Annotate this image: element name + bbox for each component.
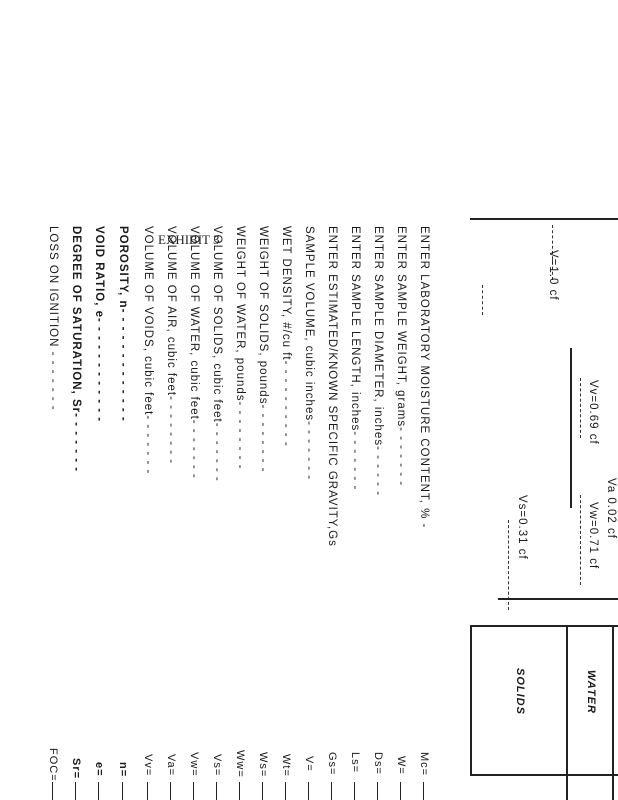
- solids-end-line: [498, 598, 618, 600]
- answer-line: [308, 782, 309, 800]
- total-volume-label: V=1.0 cf: [547, 250, 559, 301]
- phase-box-top: [470, 625, 618, 627]
- form-row-label: POROSITY, n- - - - - - - - - - - - -: [117, 226, 129, 422]
- answer-line: [147, 782, 148, 800]
- form-row-label: VOLUME OF VOIDS, cubic feet- - - - - - -: [142, 226, 154, 475]
- phase-box-bottom: [470, 774, 618, 776]
- form-row-label: WET DENSITY, #/cu ft- - - - - - - - - -: [280, 226, 292, 447]
- total-volume-dim-line-mid: [482, 285, 483, 315]
- water-volume-label: Vw=0.71 cf: [587, 502, 599, 570]
- form-row-symbol: e=: [93, 762, 105, 777]
- answer-line: [239, 782, 240, 800]
- form-row-symbol: W=: [395, 756, 407, 775]
- void-volume-label: Vv=0.69 cf: [587, 380, 599, 445]
- exhibit-label: EXHIBIT 3: [158, 232, 220, 247]
- phase-box-divider-2: [612, 625, 614, 800]
- form-row-symbol: V=: [303, 756, 315, 772]
- answer-line: [52, 782, 53, 800]
- answer-line: [122, 782, 123, 800]
- form-row-label: SAMPLE VOLUME, cubic inches- - - - - - -: [303, 226, 315, 481]
- form-row-symbol: Gs=: [326, 752, 338, 776]
- solids-volume-label: Vs=0.31 cf: [516, 495, 528, 560]
- form-row-label: ENTER SAMPLE WEIGHT, grams- - - - - - -: [395, 226, 407, 487]
- form-row-symbol: Ls=: [349, 752, 361, 774]
- form-row-symbol: Ds=: [372, 752, 384, 775]
- form-row-label: VOID RATIO, e- - - - - - - - - - - -: [93, 226, 105, 423]
- diagram-base-line: [470, 218, 618, 220]
- form-row-label: ENTER SAMPLE LENGTH, inches- - - - - - -: [349, 226, 361, 491]
- phase-water-label: WATER: [585, 670, 597, 714]
- answer-line: [193, 782, 194, 800]
- answer-line: [75, 782, 76, 800]
- answer-line: [170, 782, 171, 800]
- water-dim-line: [580, 495, 581, 585]
- solids-dim-line: [508, 520, 509, 610]
- form-row-symbol: Mc=: [418, 752, 430, 777]
- answer-line: [423, 782, 424, 800]
- form-row-label: VOLUME OF AIR, cubic feet- - - - - - - -: [165, 226, 177, 465]
- form-row-label: WEIGHT OF SOLIDS, pounds- - - - - - - -: [257, 226, 269, 473]
- form-row-label: ENTER SAMPLE DIAMETER, inches- - - - - -: [372, 226, 384, 497]
- form-row-symbol: Ww=: [234, 750, 246, 778]
- form-row-symbol: Vw=: [188, 752, 200, 777]
- phase-solids-label: SOLIDS: [514, 668, 526, 715]
- form-row-label: WEIGHT OF WATER, pounds- - - - - - - -: [234, 226, 246, 470]
- phase-box-left: [470, 625, 472, 775]
- form-row-symbol: Vv=: [142, 754, 154, 777]
- form-row-symbol: FOC=: [47, 748, 59, 782]
- form-row-label: LOSS ON IGNITION - - - - - - -: [47, 226, 59, 411]
- form-row-symbol: Sr=: [70, 758, 82, 780]
- form-row-symbol: Vs=: [211, 754, 223, 777]
- answer-line: [377, 782, 378, 800]
- form-row-symbol: Ws=: [257, 752, 269, 778]
- answer-line: [216, 782, 217, 800]
- form-row-symbol: Va=: [165, 754, 177, 777]
- answer-line: [262, 782, 263, 800]
- answer-line: [400, 782, 401, 800]
- void-dim-line: [580, 378, 581, 438]
- form-row-symbol: Wt=: [280, 754, 292, 777]
- answer-line: [285, 782, 286, 800]
- form-row-symbol: n=: [117, 762, 129, 778]
- answer-line: [98, 782, 99, 800]
- form-row-label: VOLUME OF WATER, cubic feet- - - - - - -: [188, 226, 200, 479]
- answer-line: [331, 782, 332, 800]
- phase-box-divider-1: [566, 625, 568, 800]
- form-row-label: VOLUME OF SOLIDS, cubic feet- - - - - - -: [211, 226, 223, 482]
- air-volume-fragment: Va 0.02 cf: [605, 478, 617, 539]
- void-bracket-line: [570, 348, 572, 508]
- answer-line: [354, 782, 355, 800]
- form-row-label: DEGREE OF SATURATION, Sr- - - - - - -: [70, 226, 82, 473]
- form-row-label: ENTER LABORATORY MOISTURE CONTENT, % -: [418, 226, 430, 529]
- form-row-label: ENTER ESTIMATED/KNOWN SPECIFIC GRAVITY,Gs: [326, 226, 338, 547]
